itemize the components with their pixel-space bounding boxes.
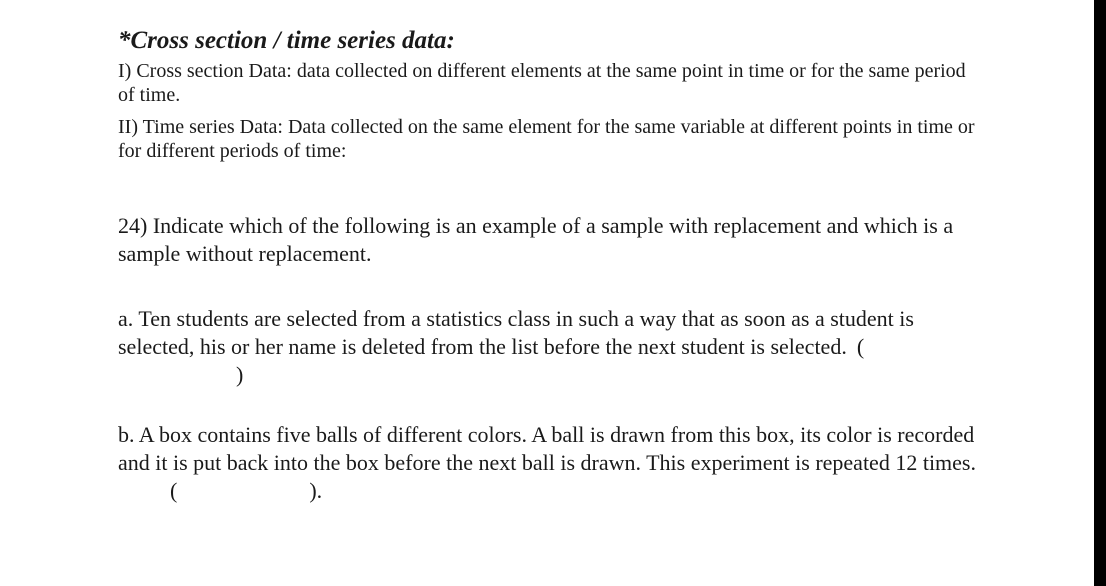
- part-b-text: b. A box contains five balls of different colors. A ball is drawn from this box, its color is recorded and it is put back into the box before the next ball is drawn. This experiment is repeated 12 times.: [118, 422, 976, 475]
- section-heading: *Cross section / time series data:: [118, 27, 455, 54]
- part-b-open-paren: (: [170, 478, 178, 503]
- question-part-a: [118, 305, 978, 389]
- time-series-definition: II) Time series Data: Data collected on the same element for the same variable at different points in time or for different periods of time:: [118, 116, 975, 162]
- cross-section-definition: I) Cross section Data: data collected on different elements at the same point in time or for the same period of time.: [118, 60, 966, 106]
- right-edge-bar: [1094, 0, 1106, 586]
- part-b-close-paren: ).: [309, 478, 323, 503]
- part-a-open-paren: (: [856, 334, 865, 359]
- question-24-prompt: 24) Indicate which of the following is an example of a sample with replacement and which is a sample without replacement.: [118, 213, 954, 266]
- part-a-close-paren: ): [236, 362, 244, 387]
- part-a-text: a. Ten students are selected from a statistics class in such a way that as soon as a student is selected, his or her name is deleted from the list before the next student is selected.: [118, 306, 914, 359]
- question-part-b: [118, 421, 978, 505]
